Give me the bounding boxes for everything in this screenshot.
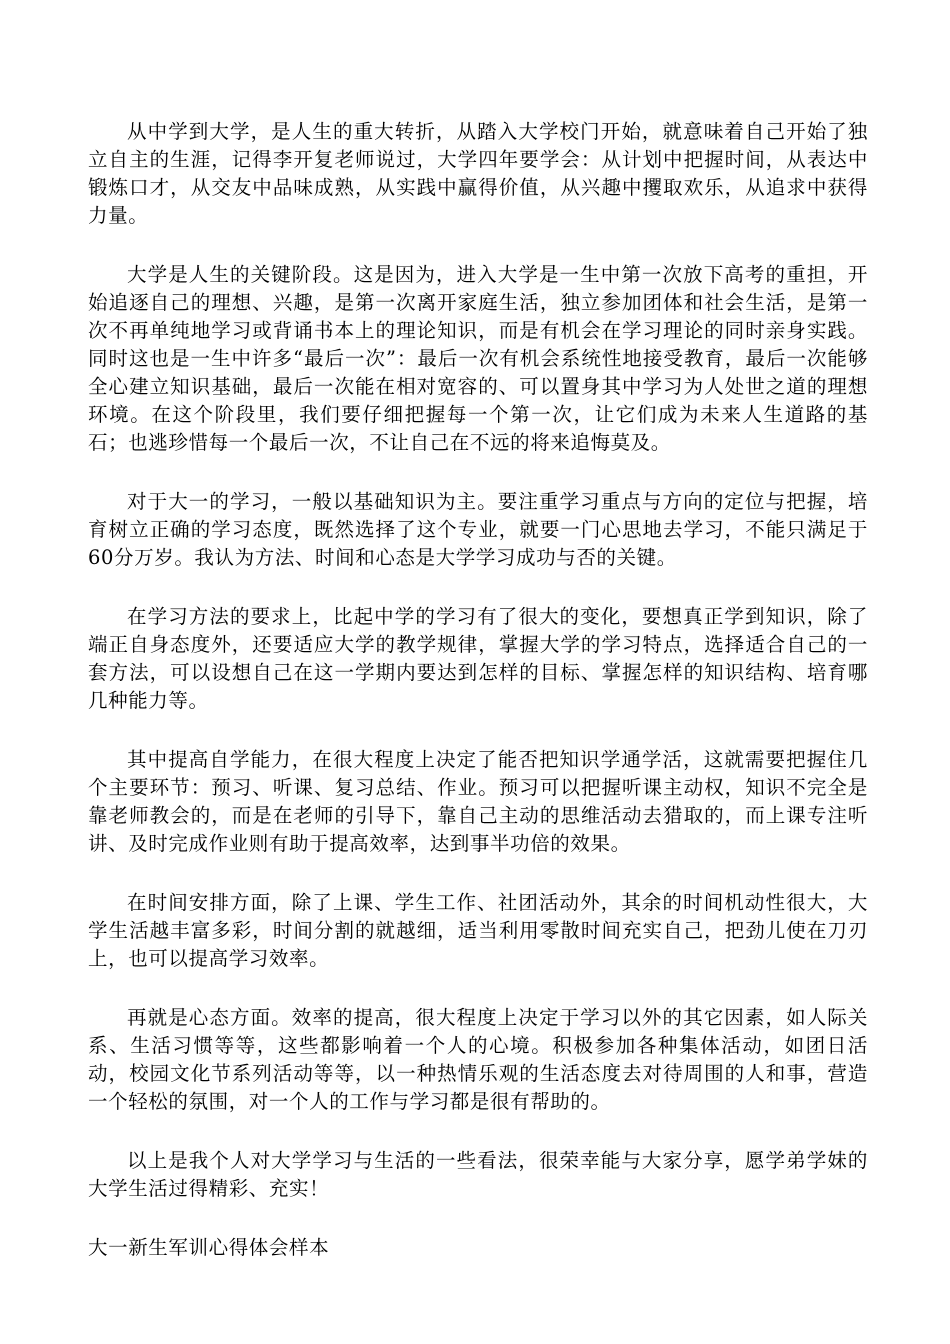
paragraph-3: 对于大一的学习，一般以基础知识为主。要注重学习重点与方向的定位与把握，培育树立正确的学习态度，既然选择了这个专业，就要一门心思地去学习，不能只满足于60分万岁。我认为方法、时间和心态是大学学习成功与否的关键。 [88, 490, 868, 569]
paragraph-1: 从中学到大学，是人生的重大转折，从踏入大学校门开始，就意味着自己开始了独立自主的生涯，记得李开复老师说过，大学四年要学会：从计划中把握时间，从表达中锻炼口才，从交友中品味成熟，从实践中赢得价值，从兴趣中攫取欢乐，从追求中获得力量。 [88, 120, 868, 227]
paragraph-7: 再就是心态方面。效率的提高，很大程度上决定于学习以外的其它因素，如人际关系、生活习惯等等，这些都影响着一个人的心境。积极参加各种集体活动，如团日活动，校园文化节系列活动等等，以一种热情乐观的生活态度去对待周围的人和事，营造一个轻松的氛围，对一个人的工作与学习都是很有帮助的。 [88, 1006, 868, 1113]
paragraph-6: 在时间安排方面，除了上课、学生工作、社团活动外，其余的时间机动性很大，大学生活越丰富多彩，时间分割的就越细，适当利用零散时间充实自己，把劲儿使在刀刃上，也可以提高学习效率。 [88, 891, 868, 970]
next-section-heading: 大一新生军训心得体会样本 [88, 1236, 330, 1259]
paragraph-8: 以上是我个人对大学学习与生活的一些看法，很荣幸能与大家分享，愿学弟学妹的大学生活过得精彩、充实！ [88, 1149, 868, 1200]
paragraph-5: 其中提高自学能力，在很大程度上决定了能否把知识学通学活，这就需要把握住几个主要环节：预习、听课、复习总结、作业。预习可以把握听课主动权，知识不完全是靠老师教会的，而是在老师的引导下，靠自己主动的思维活动去猎取的，而上课专注听讲、及时完成作业则有助于提高效率，达到事半功倍的效果。 [88, 748, 868, 855]
paragraph-2: 大学是人生的关键阶段。这是因为，进入大学是一生中第一次放下高考的重担，开始追逐自己的理想、兴趣，是第一次离开家庭生活，独立参加团体和社会生活，是第一次不再单纯地学习或背诵书本上的理论知识，而是有机会在学习理论的同时亲身实践。同时这也是一生中许多“最后一次”：最后一次有机会系统性地接受教育，最后一次能够全心建立知识基础，最后一次能在相对宽容的、可以置身其中学习为人处世之道的理想环境。在这个阶段里，我们要仔细把握每一个第一次，让它们成为未来人生道路的基石；也逃珍惜每一个最后一次，不让自己在不远的将来追悔莫及。 [88, 263, 868, 454]
paragraph-4: 在学习方法的要求上，比起中学的学习有了很大的变化，要想真正学到知识，除了端正自身态度外，还要适应大学的教学规律，掌握大学的学习特点，选择适合自己的一套方法，可以设想自己在这一学期内要达到怎样的目标、掌握怎样的知识结构、培育哪几种能力等。 [88, 605, 868, 712]
document-body [88, 118, 868, 1262]
